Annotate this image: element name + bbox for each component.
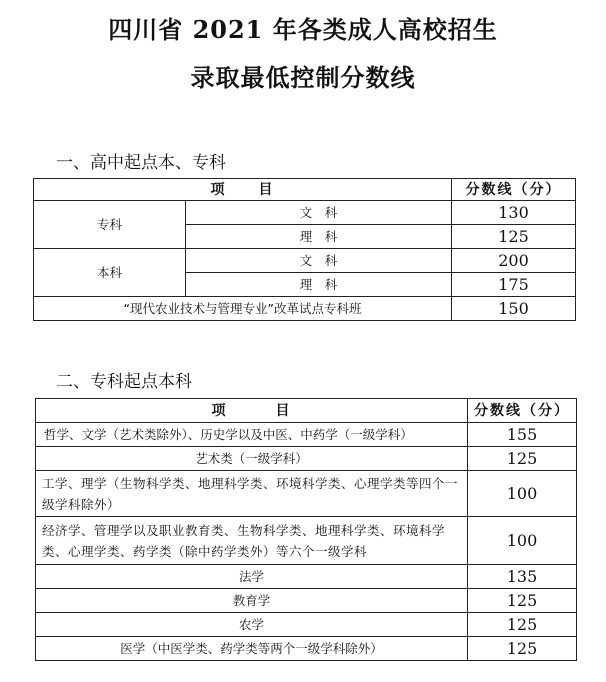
table-row: [34, 249, 576, 273]
score-cell: 130: [452, 201, 576, 225]
subject-label: 工学、理学（生物科学类、地理科学类、环境科学类、心理学类等四个一级学科除外）: [36, 471, 468, 517]
col-score-header: 分数线（分）: [452, 179, 576, 201]
group-label-zhuanke: 专科: [34, 201, 186, 249]
table-row: [36, 613, 577, 637]
col-item-header: 项 目: [36, 399, 468, 423]
subject-label: 农学: [36, 613, 468, 637]
score-cell: 100: [468, 471, 577, 517]
score-cell: 155: [468, 423, 577, 447]
table-row: [36, 637, 577, 661]
sub-label: 文 科: [186, 249, 452, 273]
document-title-line1: 四川省 2021 年各类成人高校招生: [108, 15, 498, 44]
col-score-header: 分数线（分）: [468, 399, 577, 423]
table-row: [34, 201, 576, 225]
score-cell: 125: [468, 637, 577, 661]
score-cell: 135: [468, 565, 577, 589]
zhuanke-start-score-table: [35, 398, 577, 661]
sub-label: 理 科: [186, 273, 452, 297]
score-cell: 150: [452, 297, 576, 321]
table-row: [36, 517, 577, 565]
section2-heading: 二、专科起点本科: [56, 372, 192, 392]
table-row: [36, 589, 577, 613]
document-title-line2: 录取最低控制分数线: [190, 63, 416, 92]
table-row: [36, 423, 577, 447]
subject-label: 教育学: [36, 589, 468, 613]
score-cell: 125: [468, 613, 577, 637]
table-row: [36, 565, 577, 589]
group-label-benke: 本科: [34, 249, 186, 297]
high-school-score-table: [33, 178, 576, 321]
score-cell: 175: [452, 273, 576, 297]
sub-label: 理 科: [186, 225, 452, 249]
score-cell: 200: [452, 249, 576, 273]
table-row: [36, 471, 577, 517]
subject-label: 艺术类（一级学科）: [36, 447, 468, 471]
score-cell: 100: [468, 517, 577, 565]
score-cell: 125: [468, 589, 577, 613]
score-cell: 125: [452, 225, 576, 249]
subject-label: 法学: [36, 565, 468, 589]
table-row: [34, 297, 576, 321]
col-item-header: 项 目: [34, 179, 452, 201]
sub-label: 文 科: [186, 201, 452, 225]
score-cell: 125: [468, 447, 577, 471]
table-row: [36, 447, 577, 471]
section1-heading: 一、高中起点本、专科: [56, 153, 226, 173]
table-header-row: [34, 179, 576, 201]
subject-label: 医学（中医学类、药学类等两个一级学科除外）: [36, 637, 468, 661]
subject-label: 哲学、文学（艺术类除外）、历史学以及中医、中药学（一级学科）: [36, 423, 468, 447]
subject-label: 经济学、管理学以及职业教育类、生物科学类、地理科学类、环境科学类、心理学类、药学类（除中药学类外）等六个一级学科: [36, 517, 468, 565]
special-class-label: “现代农业技术与管理专业”改革试点专科班: [34, 297, 452, 321]
table-header-row: [36, 399, 577, 423]
